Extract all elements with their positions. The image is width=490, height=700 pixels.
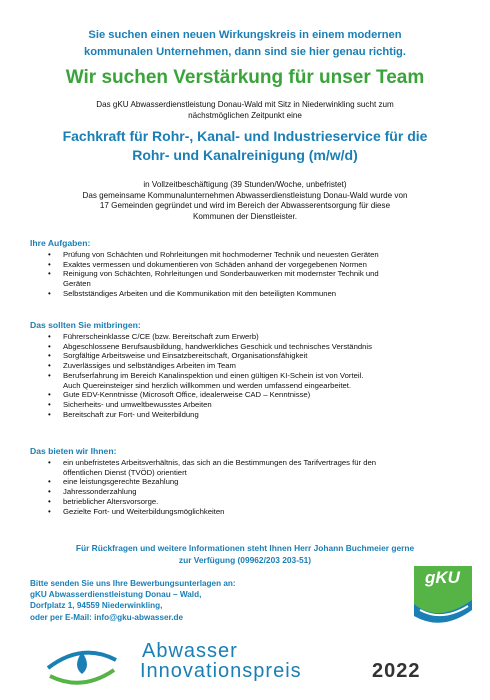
list-item [30, 260, 460, 270]
list-item [30, 477, 460, 487]
lead-text [30, 100, 460, 121]
innovation-prize-banner [42, 638, 462, 696]
lead-line-1: Das gKU Abwasserdienstleistung Donau-Wald mit Sitz in Niederwinkling sucht zum [96, 100, 394, 109]
water-drop-arc-icon [42, 640, 122, 690]
terms-line-3: 17 Gemeinden gegründet und wird im Bereich der Abwasserentsorgung für diese [99, 201, 391, 211]
list-item [30, 250, 460, 260]
apply-line-3: Dorfplatz 1, 94559 Niederwinkling, [30, 601, 163, 611]
list-item-line: öffentlichen Dienst (TVÖD) orientiert [63, 467, 187, 477]
intro-line-1: Sie suchen einen neuen Wirkungskreis in einem modernen [88, 29, 402, 41]
apply-email-line[interactable]: oder per E-Mail: info@gku-abwasser.de [30, 612, 184, 622]
list-item-line: • Jahressonderzahlung [63, 487, 137, 497]
list-item [30, 390, 460, 400]
terms-line-4: Kommunen der Dienstleister. [193, 211, 297, 221]
terms-line-2: Das gemeinsame Kommunalunternehmen Abwasserdienstleistung Donau-Wald wurde von [82, 190, 408, 200]
list-item-line: • Sorgfältige Arbeitsweise und Einsatzbereitschaft, Organisationsfähigkeit [63, 351, 308, 361]
offer-title: Das bieten wir Ihnen: [30, 446, 117, 456]
position-title [20, 127, 470, 164]
list-item [30, 410, 460, 420]
list-item-line: Auch Quereinsteiger sind herzlich willkommen und werden umfassend eingearbeitet. [63, 380, 352, 390]
list-item-line: • Führerscheinklasse C/CE (bzw. Bereitschaft zum Erwerb) [63, 332, 259, 341]
list-item [30, 332, 460, 342]
list-item-line: Geräten [63, 279, 91, 289]
tasks-list [30, 250, 460, 299]
list-item-line: • Berufserfahrung im Bereich Kanalinspektion und einen gültigen KI-Schein ist von Vorteil. [63, 370, 364, 380]
list-item [30, 371, 460, 390]
offer-section [30, 446, 460, 516]
list-item [30, 458, 460, 477]
list-item [30, 507, 460, 517]
list-item-line: • eine leistungsgerechte Bezahlung [63, 477, 179, 487]
lead-line-2: nächstmöglichen Zeitpunkt eine [188, 110, 302, 120]
list-item-line: • Selbstständiges Arbeiten und die Kommunikation mit den beteiligten Kommunen [63, 288, 337, 298]
prize-year: 2022 [372, 660, 421, 682]
list-item [30, 361, 460, 371]
list-item-line: • Reinigung von Schächten, Rohrleitungen und Sonderbauwerken mit modernster Technik und [63, 269, 379, 279]
contact-line-1: Für Rückfragen und weitere Informationen steht Ihnen Herr Johann Buchmeier gerne [75, 543, 415, 553]
list-item [30, 497, 460, 507]
employment-terms [20, 180, 470, 222]
list-item-line: • Gezielte Fort- und Weiterbildungsmöglichkeiten [63, 506, 225, 516]
requirements-list [30, 332, 460, 419]
list-item [30, 487, 460, 497]
list-item-line: • Exaktes vermessen und dokumentieren von Schäden anhand der vorgegebenen Normen [63, 259, 367, 269]
terms-line-1: in Vollzeitbeschäftigung (39 Stunden/Woche, unbefristet) [143, 180, 347, 189]
list-item-line: • Bereitschaft zur Fort- und Weiterbildung [63, 409, 199, 419]
tasks-title: Ihre Aufgaben: [30, 238, 91, 248]
list-item-line: • Prüfung von Schächten und Rohrleitungen mit hochmoderner Technik und neuesten Geräten [63, 250, 379, 259]
list-item [30, 289, 460, 299]
list-item-line: • ein unbefristetes Arbeitsverhältnis, das sich an die Bestimmungen des Tarifvertrages für den [63, 458, 377, 467]
apply-line-2: gKU Abwasserdienstleistung Donau – Wald, [30, 590, 202, 600]
list-item-line: • Sicherheits- und umweltbewusstes Arbeiten [63, 399, 212, 409]
application-address [30, 578, 330, 623]
list-item [30, 400, 460, 410]
offer-list [30, 458, 460, 516]
list-item-line: • Zuverlässiges und selbständiges Arbeiten im Team [63, 361, 236, 371]
tasks-section [30, 238, 460, 299]
list-item-line: • betrieblicher Altersvorsorge. [63, 496, 159, 506]
list-item-line: • Gute EDV-Kenntnisse (Microsoft Office, idealerweise CAD – Kenntnisse) [63, 390, 311, 400]
requirements-title: Das sollten Sie mitbringen: [30, 320, 141, 330]
intro-text [40, 27, 450, 61]
contact-line-2: zur Verfügung (09962/203 203-51) [178, 554, 312, 565]
list-item [30, 269, 460, 288]
intro-line-2: kommunalen Unternehmen, dann sind sie hier genau richtig. [83, 46, 406, 58]
prize-line-2: Innovationspreis [140, 660, 302, 682]
contact-info [20, 543, 470, 566]
requirements-section [30, 320, 460, 419]
prize-line-1: Abwasser [142, 640, 238, 662]
position-line-2: Rohr- und Kanalreinigung (m/w/d) [132, 146, 358, 163]
list-item [30, 342, 460, 352]
list-item-line: • Abgeschlossene Berufsausbildung, handwerkliches Geschick und technisches Verständnis [63, 341, 372, 351]
gku-logo-text: gKU [425, 568, 460, 587]
list-item [30, 351, 460, 361]
headline: Wir suchen Verstärkung für unser Team [65, 67, 425, 88]
position-line-1: Fachkraft für Rohr-, Kanal- und Industrieservice für die [62, 128, 428, 144]
apply-line-1: Bitte senden Sie uns Ihre Bewerbungsunterlagen an: [30, 579, 236, 588]
